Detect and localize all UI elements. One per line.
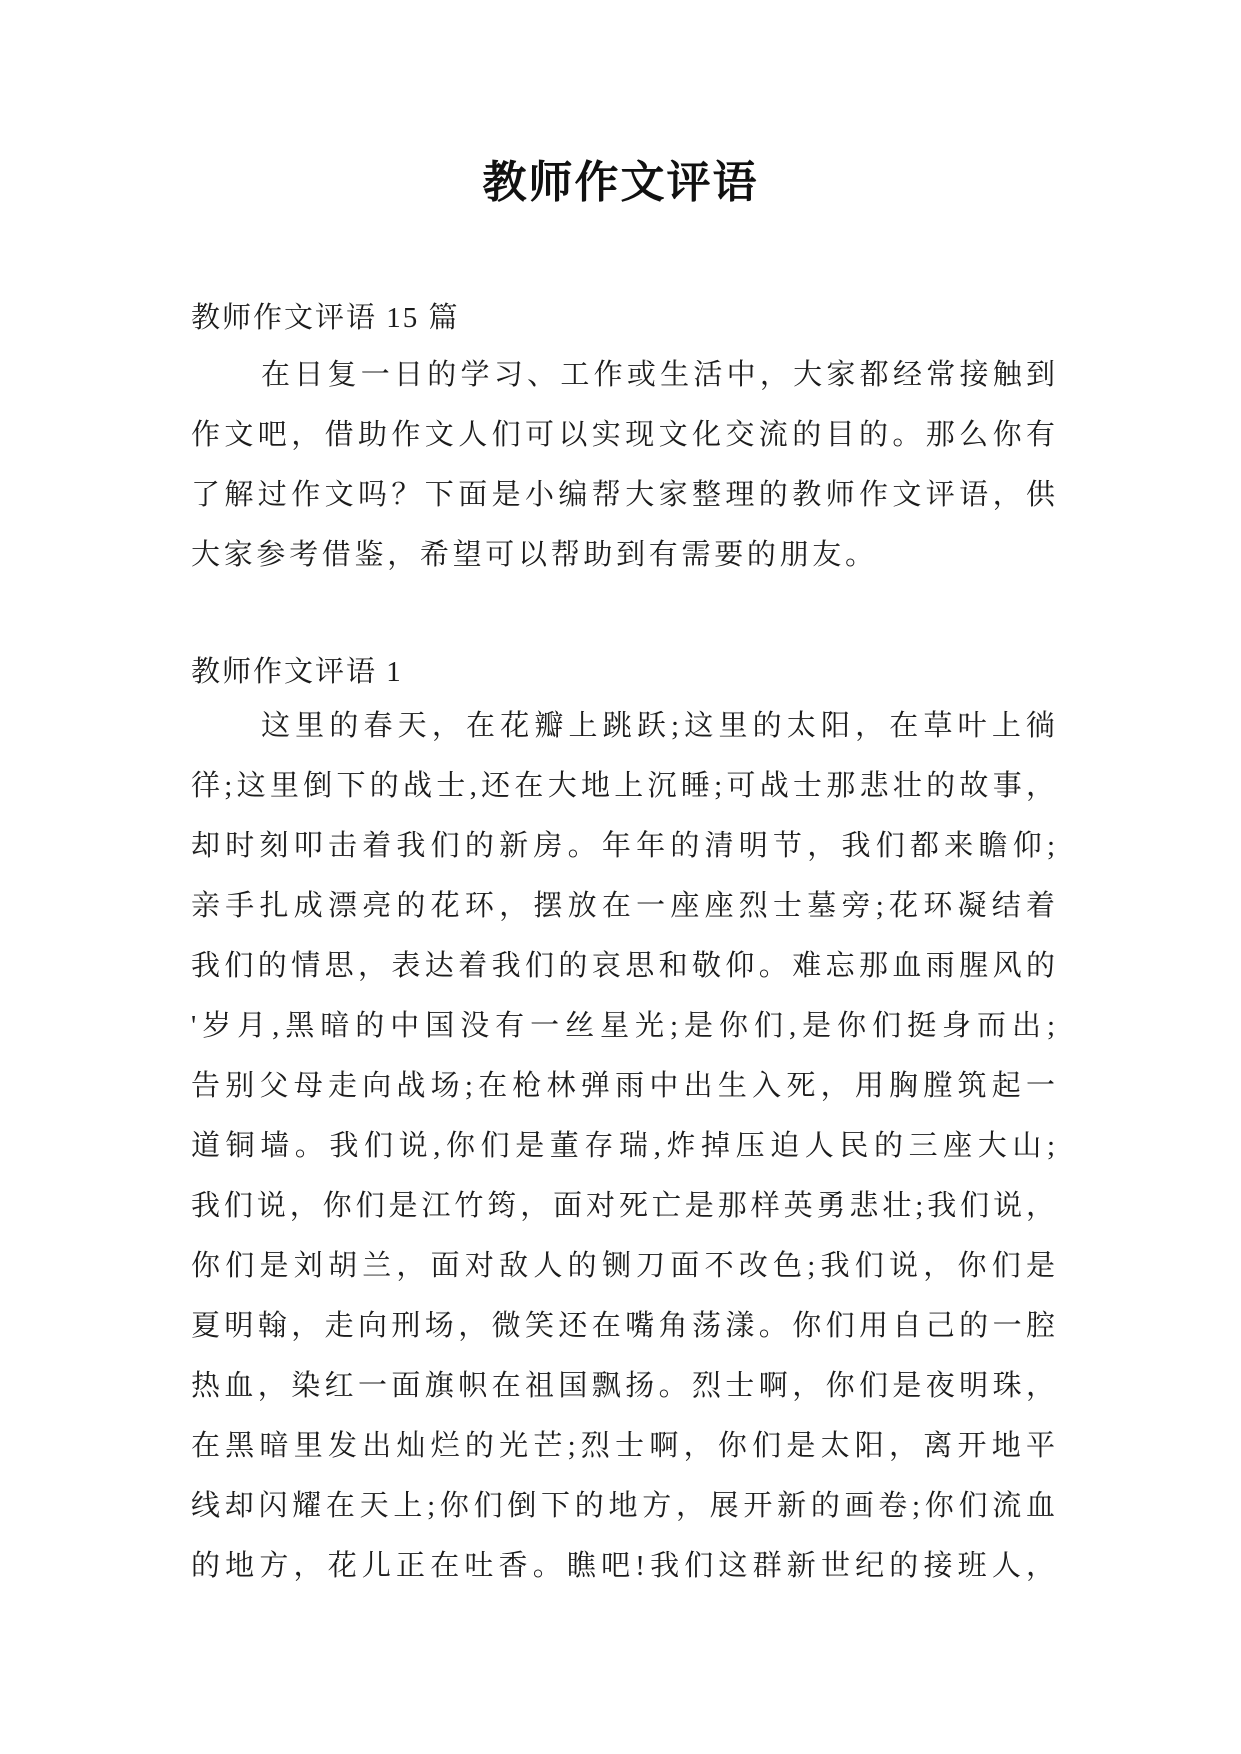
paragraph-line: 作文吧，借助作文人们可以实现文化交流的目的。那么你有 xyxy=(191,419,1058,451)
paragraph-line: 告别父母走向战场;在枪林弹雨中出生入死，用胸膛筑起一 xyxy=(191,1070,1058,1102)
paragraph-line: 我们说，你们是江竹筠，面对死亡是那样英勇悲壮;我们说， xyxy=(191,1190,1058,1222)
intro-paragraph xyxy=(191,345,1058,585)
paragraph-line: 在日复一日的学习、工作或生活中，大家都经常接触到 xyxy=(261,359,1058,391)
paragraph-line: 大家参考借鉴，希望可以帮助到有需要的朋友。 xyxy=(191,539,878,571)
paragraph-line: 你们是刘胡兰，面对敌人的铡刀面不改色;我们说，你们是 xyxy=(191,1250,1058,1282)
section-paragraph xyxy=(191,696,1058,1596)
paragraph-line: 了解过作文吗？下面是小编帮大家整理的教师作文评语，供 xyxy=(191,479,1058,511)
collection-heading: 教师作文评语 15 篇 xyxy=(191,302,460,334)
document-title: 教师作文评语 xyxy=(482,158,759,207)
paragraph-line: '岁月,黑暗的中国没有一丝星光;是你们,是你们挺身而出; xyxy=(191,1010,1058,1042)
paragraph-line: 热血，染红一面旗帜在祖国飘扬。烈士啊，你们是夜明珠， xyxy=(191,1370,1058,1402)
paragraph-line: 却时刻叩击着我们的新房。年年的清明节，我们都来瞻仰; xyxy=(191,830,1058,862)
paragraph-line: 亲手扎成漂亮的花环，摆放在一座座烈士墓旁;花环凝结着 xyxy=(191,890,1058,922)
paragraph-line: 我们的情思，表达着我们的哀思和敬仰。难忘那血雨腥风的 xyxy=(191,950,1058,982)
paragraph-line: 在黑暗里发出灿烂的光芒;烈士啊，你们是太阳，离开地平 xyxy=(191,1430,1058,1462)
section-heading: 教师作文评语 1 xyxy=(191,656,403,688)
paragraph-line: 道铜墙。我们说,你们是董存瑞,炸掉压迫人民的三座大山; xyxy=(191,1130,1058,1162)
paragraph-line: 线却闪耀在天上;你们倒下的地方，展开新的画卷;你们流血 xyxy=(191,1490,1058,1522)
paragraph-line: 这里的春天，在花瓣上跳跃;这里的太阳，在草叶上徜 xyxy=(261,710,1058,742)
paragraph-line: 徉;这里倒下的战士,还在大地上沉睡;可战士那悲壮的故事， xyxy=(191,770,1058,802)
paragraph-line: 夏明翰，走向刑场，微笑还在嘴角荡漾。你们用自己的一腔 xyxy=(191,1310,1058,1342)
paragraph-line: 的地方，花儿正在吐香。瞧吧!我们这群新世纪的接班人， xyxy=(191,1550,1058,1582)
